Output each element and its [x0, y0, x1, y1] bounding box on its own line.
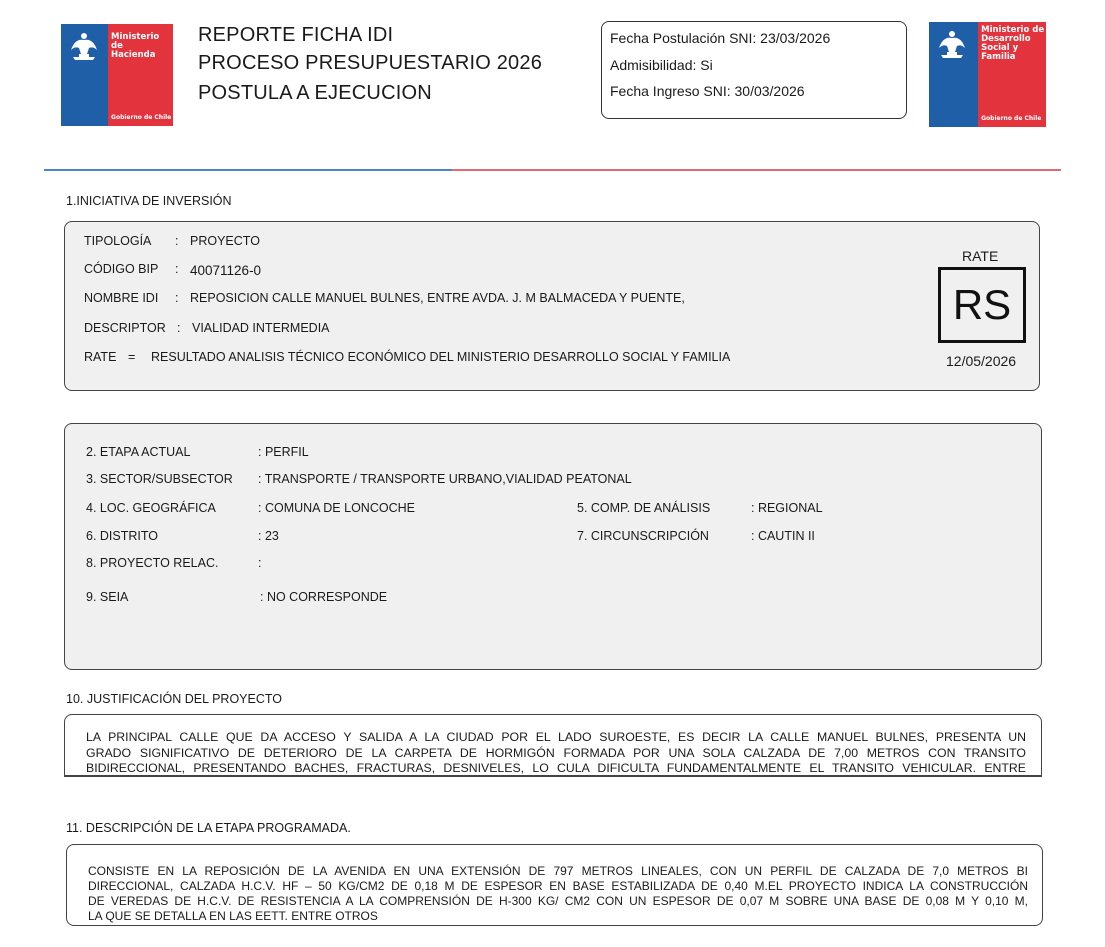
tipologia-value: PROYECTO [190, 234, 260, 248]
hacienda-ministry-line-1: Ministerio de [111, 32, 160, 51]
rate-result-box [938, 267, 1026, 343]
chile-coat-of-arms-icon [67, 30, 101, 62]
descriptor-value: VIALIDAD INTERMEDIA [192, 321, 330, 335]
justification-line: LA PRINCIPAL CALLE QUE DA ACCESO Y SALIDA A LA CIUDAD POR EL LADO SUROESTE, ES DECIR LA CALLE MANUEL BULNES, PRESENTA UN [86, 730, 1026, 744]
circunscripcion-value: : CAUTIN II [751, 529, 815, 543]
justification-line: GRADO SIGNIFICATIVO DE DETERIORO DE LA CARPETA DE HORMIGÓN FORMADA POR UNA SOLA CALZADA DE 7,00 METROS CON TRANSITO [86, 745, 1026, 760]
descriptor-sep: : [177, 321, 181, 335]
rate-label: RATE [962, 248, 999, 264]
rate-description: RESULTADO ANALISIS TÉCNICO ECONÓMICO DEL MINISTERIO DESARROLLO SOCIAL Y FAMILIA [151, 350, 731, 364]
hacienda-gobierno-label: Gobierno de Chile [111, 114, 172, 121]
descriptor-key: DESCRIPTOR [84, 321, 166, 335]
desarrollo-ministry-line-1: Ministerio de [981, 25, 1045, 35]
submission-info-box [601, 21, 907, 119]
hacienda-logo [61, 24, 173, 126]
chile-coat-of-arms-icon [935, 28, 969, 60]
sector-value: : TRANSPORTE / TRANSPORTE URBANO,VIALIDAD PEATONAL [258, 472, 632, 486]
codigo-bip-key: CÓDIGO BIP [84, 262, 159, 276]
desarrollo-ministry-line-4: Familia [981, 52, 1016, 62]
rate-sep: = [128, 350, 136, 364]
desarrollo-gobierno-label: Gobierno de Chile [981, 115, 1042, 122]
admisibilidad: Admisibilidad: Si [610, 57, 713, 73]
justification-line: BIDIRECCIONAL, PRESENTANDO BACHES, FRACTURAS, DESNIVELES, LO CULA DIFICULTA FUNDAMENTALMENTE EL TRANSITO VEHICULAR. ENTRE [86, 761, 1026, 775]
rate-key: RATE [84, 350, 117, 364]
comp-analisis-value: : REGIONAL [751, 501, 823, 515]
hacienda-ministry-line-2: Hacienda [111, 50, 156, 60]
rate-result-value: RS [952, 281, 1012, 328]
desarrollo-social-logo [929, 22, 1046, 127]
report-process: PROCESO PRESUPUESTARIO 2026 [198, 52, 543, 74]
circunscripcion-key: 7. CIRCUNSCRIPCIÓN [577, 529, 709, 543]
report-title: REPORTE FICHA IDI [198, 24, 394, 46]
sector-key: 3. SECTOR/SUBSECTOR [86, 472, 233, 486]
nombre-idi-value: REPOSICION CALLE MANUEL BULNES, ENTRE AVDA. J. M BALMACEDA Y PUENTE, [190, 291, 685, 305]
rate-date: 12/05/2026 [946, 353, 1017, 369]
project-details-panel [64, 423, 1042, 670]
section-10-label: 10. JUSTIFICACIÓN DEL PROYECTO [66, 692, 283, 706]
desarrollo-ministry-line-3: Social y [981, 43, 1019, 53]
header-divider-blue [44, 169, 452, 171]
seia-key: 9. SEIA [86, 590, 129, 604]
section-1-label: 1.INICIATIVA DE INVERSIÓN [66, 194, 232, 208]
stage-description-line: DE VEREDAS DE H.C.V. DE RESISTENCIA A LA COMPRENSIÓN DE H-300 KG/ CM2 CON UN ESPESOR DE 0,07 M SOBRE UNA BASE DE 0,08 M Y 0,10 M, [88, 894, 1028, 908]
codigo-bip-value: 40071126-0 [190, 263, 262, 278]
etapa-actual-value: : PERFIL [258, 445, 309, 459]
stage-description-line: LA QUE SE DETALLA EN LAS EETT. ENTRE OTROS [88, 909, 378, 923]
justification-text [86, 730, 1026, 776]
header-divider-red [452, 169, 1061, 171]
nombre-idi-sep: : [175, 291, 179, 305]
comp-analisis-key: 5. COMP. DE ANÁLISIS [577, 501, 711, 515]
justification-panel-bottom-edge [64, 775, 1042, 777]
nombre-idi-key: NOMBRE IDI [84, 291, 159, 305]
loc-geografica-value: : COMUNA DE LONCOCHE [258, 501, 415, 515]
tipologia-sep: : [175, 234, 179, 248]
proyecto-relac-value: : [258, 556, 262, 570]
distrito-value: : 23 [258, 529, 279, 543]
stage-description-line: DIRECCIONAL, CALZADA H.C.V. HF – 50 KG/CM2 DE 0,18 M DE ESPESOR EN BASE ESTABILIZADA DE 0,40 M.EL PROYECTO INDICA LA CONSTRUCCIÓN [88, 879, 1028, 893]
desarrollo-ministry-line-2: Desarrollo [981, 34, 1031, 44]
codigo-bip-sep: : [175, 262, 179, 276]
fecha-ingreso: Fecha Ingreso SNI: 30/03/2026 [610, 83, 805, 99]
distrito-key: 6. DISTRITO [86, 529, 159, 543]
proyecto-relac-key: 8. PROYECTO RELAC. [86, 556, 219, 570]
tipologia-key: TIPOLOGÍA [84, 234, 152, 248]
etapa-actual-key: 2. ETAPA ACTUAL [86, 445, 191, 459]
scheduled-stage-text [88, 864, 1028, 926]
seia-value: : NO CORRESPONDE [260, 590, 388, 604]
section-11-label: 11. DESCRIPCIÓN DE LA ETAPA PROGRAMADA. [66, 821, 351, 835]
loc-geografica-key: 4. LOC. GEOGRÁFICA [86, 501, 216, 515]
fecha-postulacion: Fecha Postulación SNI: 23/03/2026 [610, 30, 831, 46]
report-status: POSTULA A EJECUCION [198, 82, 432, 104]
stage-description-line: CONSISTE EN LA REPOSICIÓN DE LA AVENIDA EN UNA EXTENSIÓN DE 797 METROS LINEALES, CON UN PERFIL DE CALZADA DE 7,0 METROS BI [88, 864, 1028, 878]
